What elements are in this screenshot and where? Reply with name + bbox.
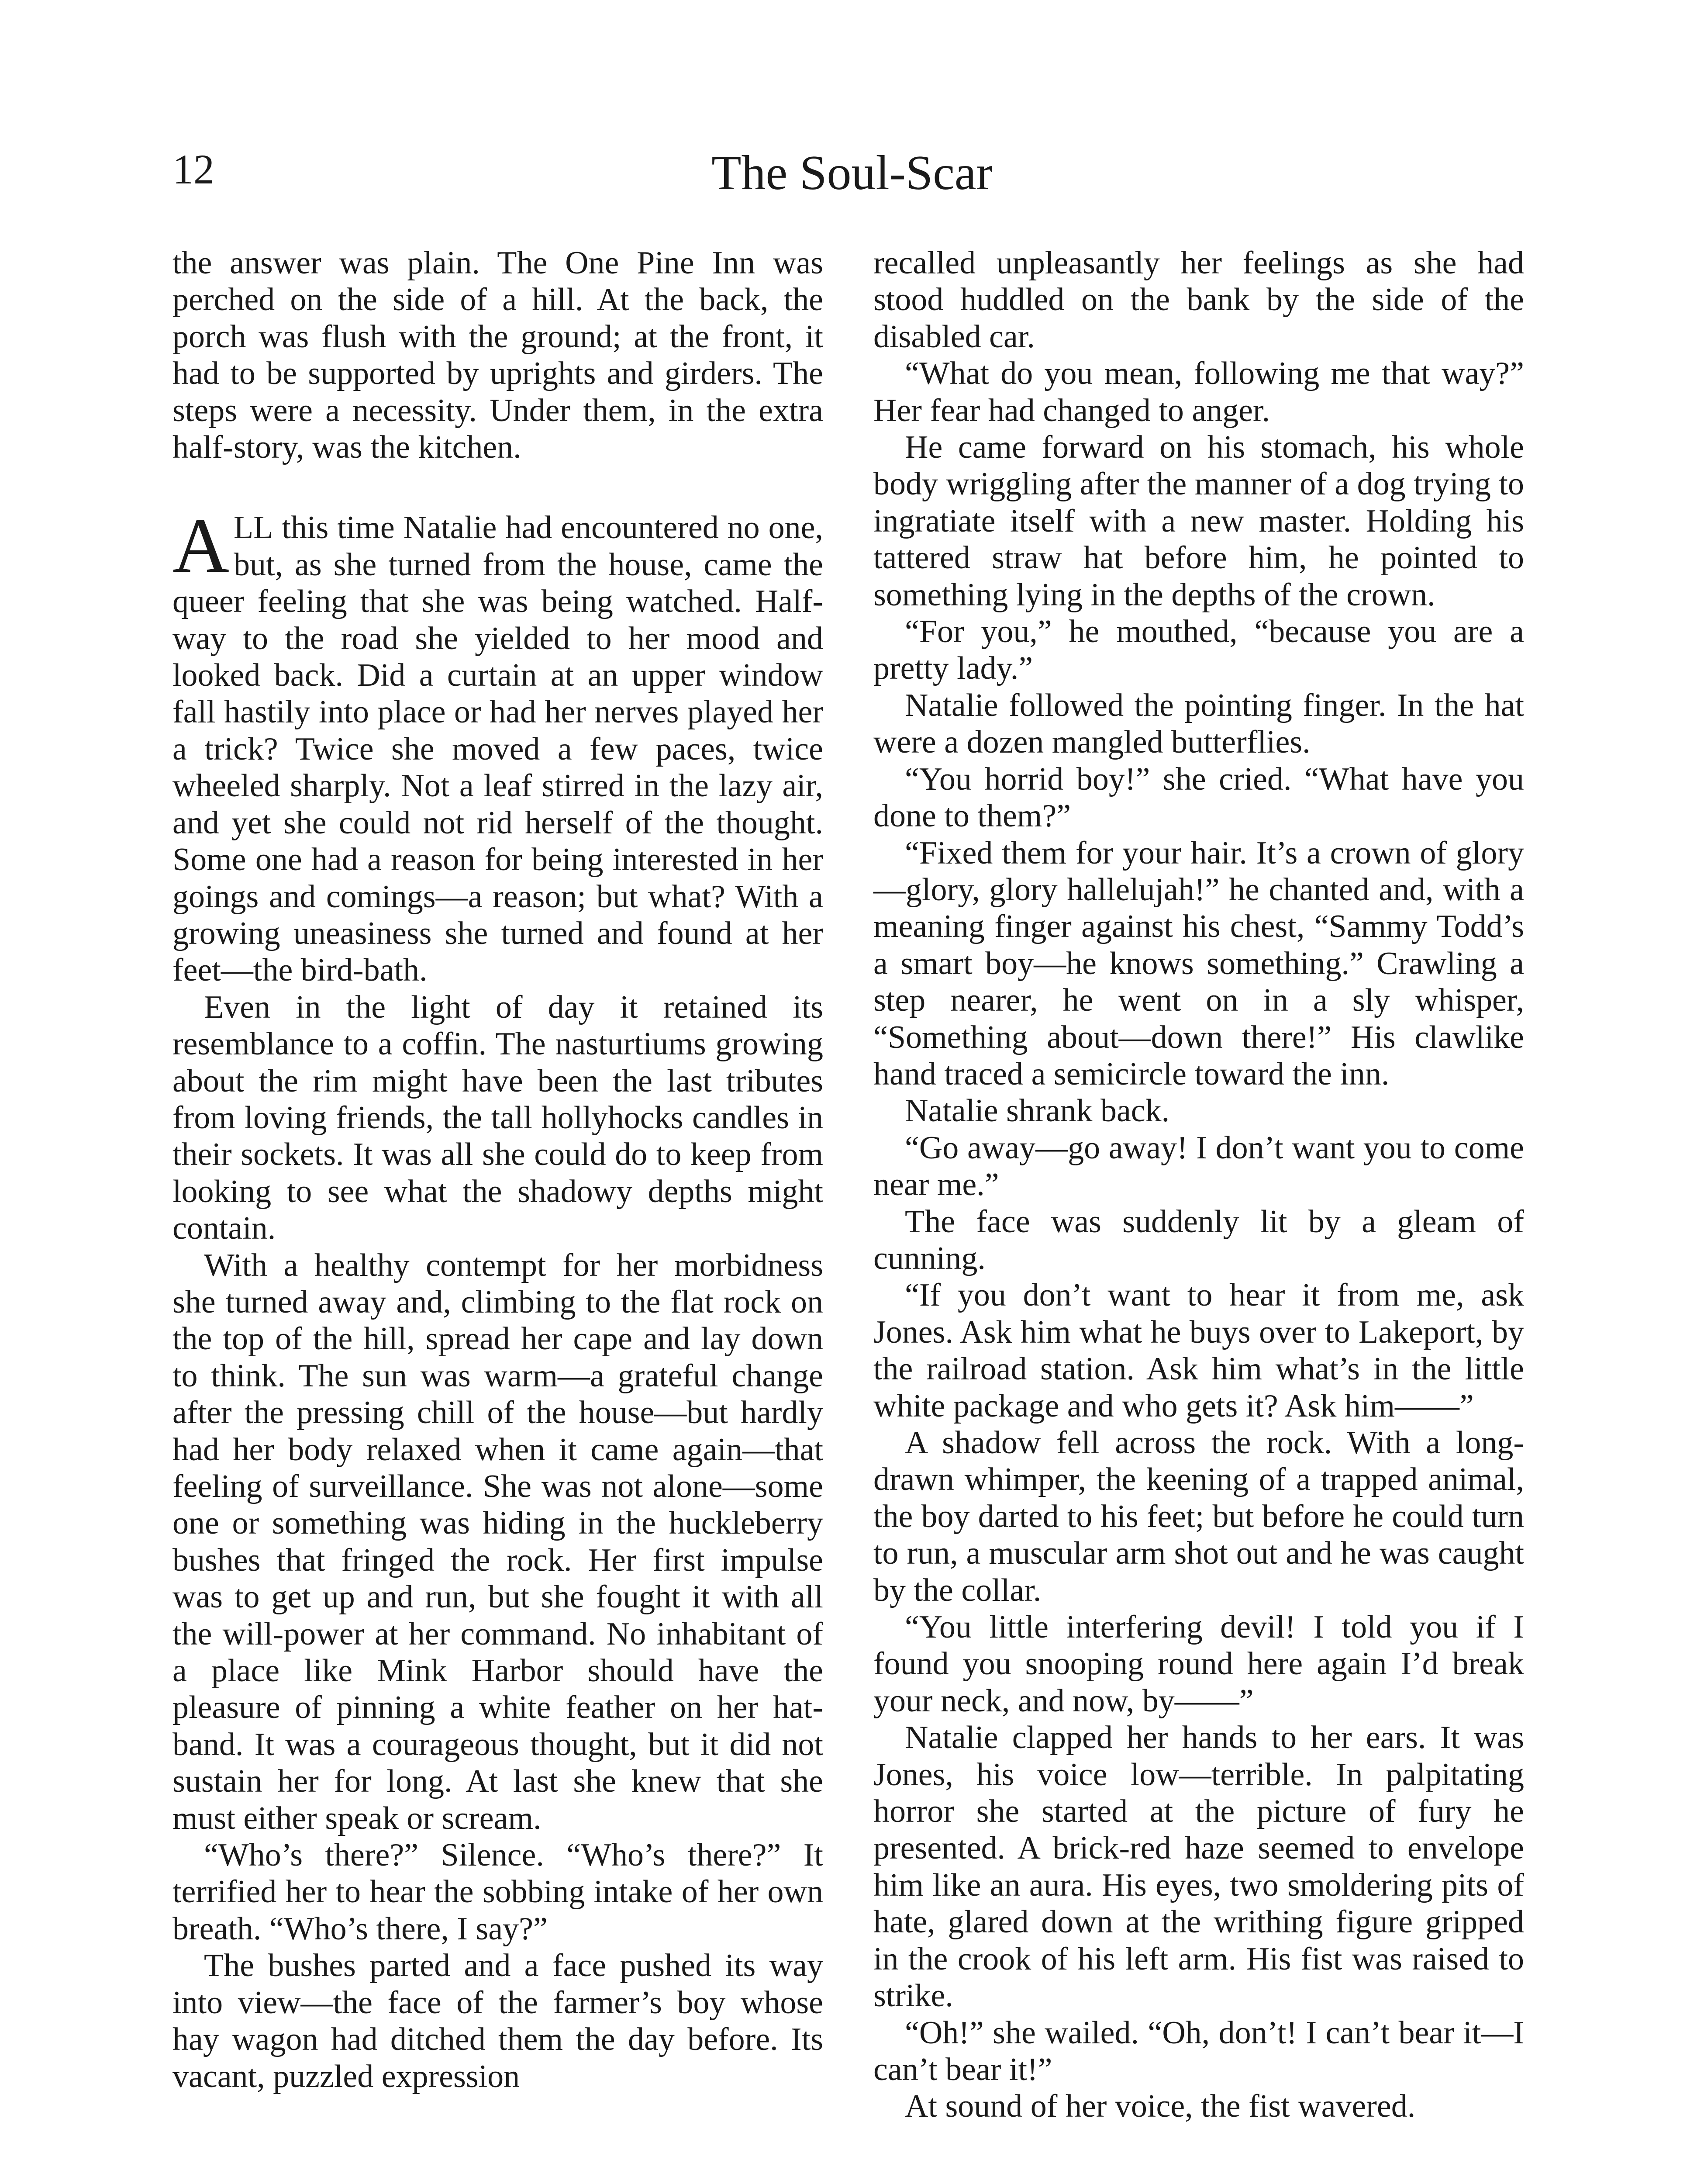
running-head-title: The Soul-Scar — [711, 146, 993, 200]
drop-cap: A — [172, 502, 229, 589]
paragraph-text: this time Natalie had encountered no one, but, as she turned from the house, came the queer feeling that she was being watched. Half-way to the road she yielded to her mood and looked back. Did a curtain at an upper window fall hastily into place or had her nerves played her a trick? Twice she moved a few paces, twice wheeled sharply. Not a leaf stirred in the lazy air, and yet she could not rid herself of the thought. Some one had a reason for being interested in her goings and comings—a reason; but what? With a growing uneasiness she turned and found at her feet—the bird-bath. — [172, 510, 823, 988]
paragraph: “Oh!” she wailed. “Oh, don’t! I can’t bear it—I can’t bear it!” — [873, 2015, 1524, 2087]
paragraph: the answer was plain. The One Pine Inn was perched on the side of a hill. At the back, the porch was flush with the ground; at the front, it had to be supported by uprights and girders. The steps were a necessity. Under them, in the extra half-story, was the kitchen. — [172, 245, 823, 466]
section-break — [172, 466, 823, 509]
page-number: 12 — [172, 146, 214, 193]
paragraph: “You little interfering devil! I told you if I found you snooping round here again I’d break your neck, and now, by——” — [873, 1609, 1524, 1719]
paragraph: At sound of her voice, the fist wavered. — [905, 2088, 1416, 2125]
paragraph: The face was suddenly lit by a gleam of cunning. — [873, 1203, 1524, 1276]
paragraph: “Who’s there?” Silence. “Who’s there?” It terrified her to hear the sobbing intake of her own breath. “Who’s there, I say?” — [172, 1837, 823, 1947]
paragraph: He came forward on his stomach, his whole body wriggling after the manner of a dog trying to ingratiate itself with a new master. Holding his tattered straw hat before him, he pointed to something lying in the depths of the crown. — [873, 429, 1524, 613]
paragraph: A shadow fell across the rock. With a long-drawn whimper, the keening of a trapped animal, the boy darted to his feet; but before he could turn to run, a muscular arm shot out and he was caught by the collar. — [873, 1425, 1524, 1608]
paragraph: “Fixed them for your hair. It’s a crown of glory—glory, glory hallelujah!” he chanted and, with a meaning finger against his chest, “Sammy Todd’s a smart boy—he knows something.” Crawling a step nearer, he went on in a sly whisper, “Something about—down there!” His clawlike hand traced a semicircle toward the inn. — [873, 835, 1524, 1092]
paragraph: “For you,” he mouthed, “because you are a pretty lady.” — [873, 614, 1524, 687]
paragraph: Natalie shrank back. — [905, 1093, 1170, 1129]
left-column — [172, 245, 823, 2095]
drop-cap-lead: LL — [234, 510, 273, 546]
paragraph: “You horrid boy!” she cried. “What have you done to them?” — [873, 761, 1524, 834]
paragraph: With a healthy contempt for her morbidness she turned away and, climbing to the flat rock on the top of the hill, spread her cape and lay down to think. The sun was warm—a grateful change after the pressing chill of the house—but hardly had her body relaxed when it came again—that feeling of surveillance. She was not alone—some one or something was hiding in the huckleberry bushes that fringed the rock. Her first impulse was to get up and run, but she fought it with all the will-power at her command. No inhabitant of a place like Mink Harbor should have the pleasure of pinning a white feather on her hat-band. It was a courageous thought, but it did not sustain her for long. At last she knew that she must either speak or scream. — [172, 1247, 823, 1836]
paragraph: Even in the light of day it retained its resemblance to a coffin. The nasturtiums growing about the rim might have been the last tributes from loving friends, the tall hollyhocks candles in their sockets. It was all she could do to keep from looking to see what the shadowy depths might contain. — [172, 989, 823, 1247]
paragraph: “Go away—go away! I don’t want you to come near me.” — [873, 1130, 1524, 1203]
paragraph: “If you don’t want to hear it from me, ask Jones. Ask him what he buys over to Lakeport, by the railroad station. Ask him what’s in the little white package and who gets it? Ask him——” — [873, 1277, 1524, 1424]
paragraph: Natalie clapped her hands to her ears. It was Jones, his voice low—terrible. In palpitating horror she started at the picture of fury he presented. A brick-red haze seemed to envelope him like an aura. His eyes, two smoldering pits of hate, glared down at the writhing figure gripped in the crook of his left arm. His fist was raised to strike. — [873, 1720, 1524, 2014]
paragraph: Natalie followed the pointing finger. In the hat were a dozen mangled butterflies. — [873, 687, 1524, 760]
right-column — [873, 245, 1524, 2125]
paragraph: “What do you mean, following me that way?” Her fear had changed to anger. — [873, 356, 1524, 429]
paragraph: The bushes parted and a face pushed its way into view—the face of the farmer’s boy whose hay wagon had ditched them the day before. Its vacant, puzzled expression — [172, 1948, 823, 2094]
section-opening-paragraph — [172, 502, 823, 988]
paragraph: recalled unpleasantly her feelings as she had stood huddled on the bank by the side of the disabled car. — [873, 245, 1524, 355]
